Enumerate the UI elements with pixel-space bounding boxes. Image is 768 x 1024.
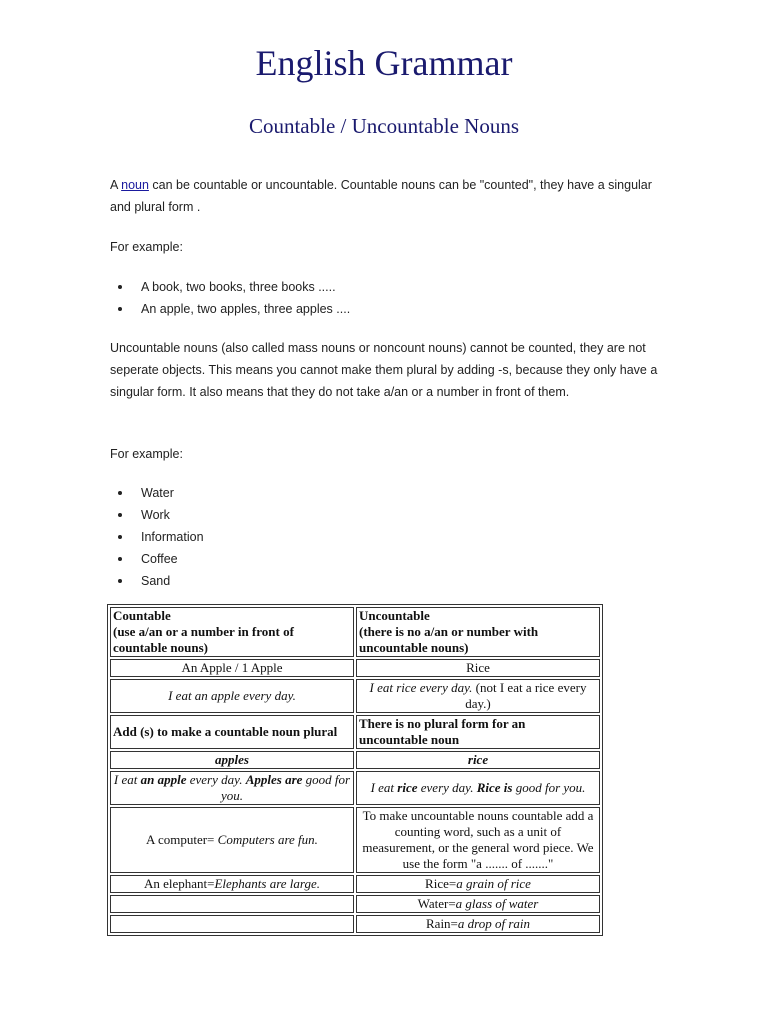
table-row (110, 875, 600, 893)
cell-part: I eat (113, 772, 141, 787)
table-row (110, 607, 600, 657)
header-countable-title: Countable (113, 608, 171, 623)
cell-part: every day. (417, 780, 477, 795)
list-item: A book, two books, three books ..... (110, 276, 350, 298)
list-item: Coffee (110, 548, 204, 570)
list-item: Work (110, 504, 204, 526)
table-row (110, 771, 600, 805)
table-cell (110, 895, 354, 913)
table-cell (110, 875, 354, 893)
table-row (110, 751, 600, 769)
table-row (110, 807, 600, 873)
table-cell (356, 771, 600, 805)
table-cell: rice (356, 751, 600, 769)
cell-part: Rain= (426, 916, 458, 931)
table-cell-italic: I eat rice every day. (369, 680, 473, 695)
cell-part: I eat (370, 780, 398, 795)
table-row (110, 895, 600, 913)
countable-example-list (110, 276, 350, 320)
list-item: Water (110, 482, 204, 504)
intro-text-after: can be countable or uncountable. Countable nouns can be "counted", they have a singular and plural form . (110, 178, 652, 214)
noun-link[interactable]: noun (121, 178, 149, 192)
table-cell: To make uncountable nouns countable add a counting word, such as a unit of measurement, or the general word piece. We use the form "a ....... of ......." (356, 807, 600, 873)
table-cell (110, 771, 354, 805)
cell-part: a drop of rain (457, 916, 530, 931)
uncountable-paragraph: Uncountable nouns (also called mass nouns or noncount nouns) cannot be counted, they are not seperate objects. This means you cannot make them plural by adding -s, because they only have a singular form. It also means that they do not take a/an or a number in front of them. (110, 341, 658, 399)
cell-part: Computers are fun. (217, 832, 318, 847)
list-item: Sand (110, 570, 204, 592)
cell-part: every day. (186, 772, 246, 787)
header-uncountable-title: Uncountable (359, 608, 430, 623)
table-cell: apples (110, 751, 354, 769)
comparison-table (107, 604, 603, 936)
example-label-1: For example: (110, 240, 183, 254)
cell-part: Rice= (425, 876, 457, 891)
table-cell (356, 895, 600, 913)
table-cell (356, 679, 600, 713)
header-uncountable (356, 607, 600, 657)
header-uncountable-note: (there is no a/an or number with uncountable nouns) (359, 624, 539, 655)
cell-part: good for you. (220, 772, 351, 803)
table-row (110, 679, 600, 713)
list-item: Information (110, 526, 204, 548)
cell-part: rice (397, 780, 418, 795)
table-cell (110, 807, 354, 873)
table-cell: Add (s) to make a countable noun plural (110, 715, 354, 749)
table-row (110, 915, 600, 933)
cell-part: A computer= (146, 832, 218, 847)
intro-text-before: A (110, 178, 122, 192)
table-cell-text: (not I eat a rice every day.) (465, 680, 587, 711)
cell-part: a glass of water (455, 896, 539, 911)
table-cell (110, 915, 354, 933)
cell-part: Apples are (245, 772, 303, 787)
cell-part: Elephants are large. (214, 876, 321, 891)
list-item: An apple, two apples, three apples .... (110, 298, 350, 320)
intro-paragraph (110, 174, 670, 218)
header-countable-note: (use a/an or a number in front of countable nouns) (113, 624, 294, 655)
cell-part: an apple (140, 772, 187, 787)
page-subtitle: Countable / Uncountable Nouns (248, 114, 520, 138)
cell-part: good for you. (512, 780, 586, 795)
cell-part: An elephant= (143, 876, 215, 891)
table-cell: I eat an apple every day. (110, 679, 354, 713)
page-title: English Grammar (255, 43, 513, 83)
cell-part: a grain of rice (456, 876, 531, 891)
table-cell: An Apple / 1 Apple (110, 659, 354, 677)
table-cell (356, 915, 600, 933)
table-cell (356, 875, 600, 893)
cell-part: Rice is (476, 780, 513, 795)
table-row (110, 715, 600, 749)
table-cell: Rice (356, 659, 600, 677)
uncountable-example-list (110, 482, 204, 592)
table-row (110, 659, 600, 677)
example-label-2: For example: (110, 447, 183, 461)
cell-part: Water= (417, 896, 456, 911)
table-cell: There is no plural form for an uncountable noun (356, 715, 600, 749)
header-countable (110, 607, 354, 657)
